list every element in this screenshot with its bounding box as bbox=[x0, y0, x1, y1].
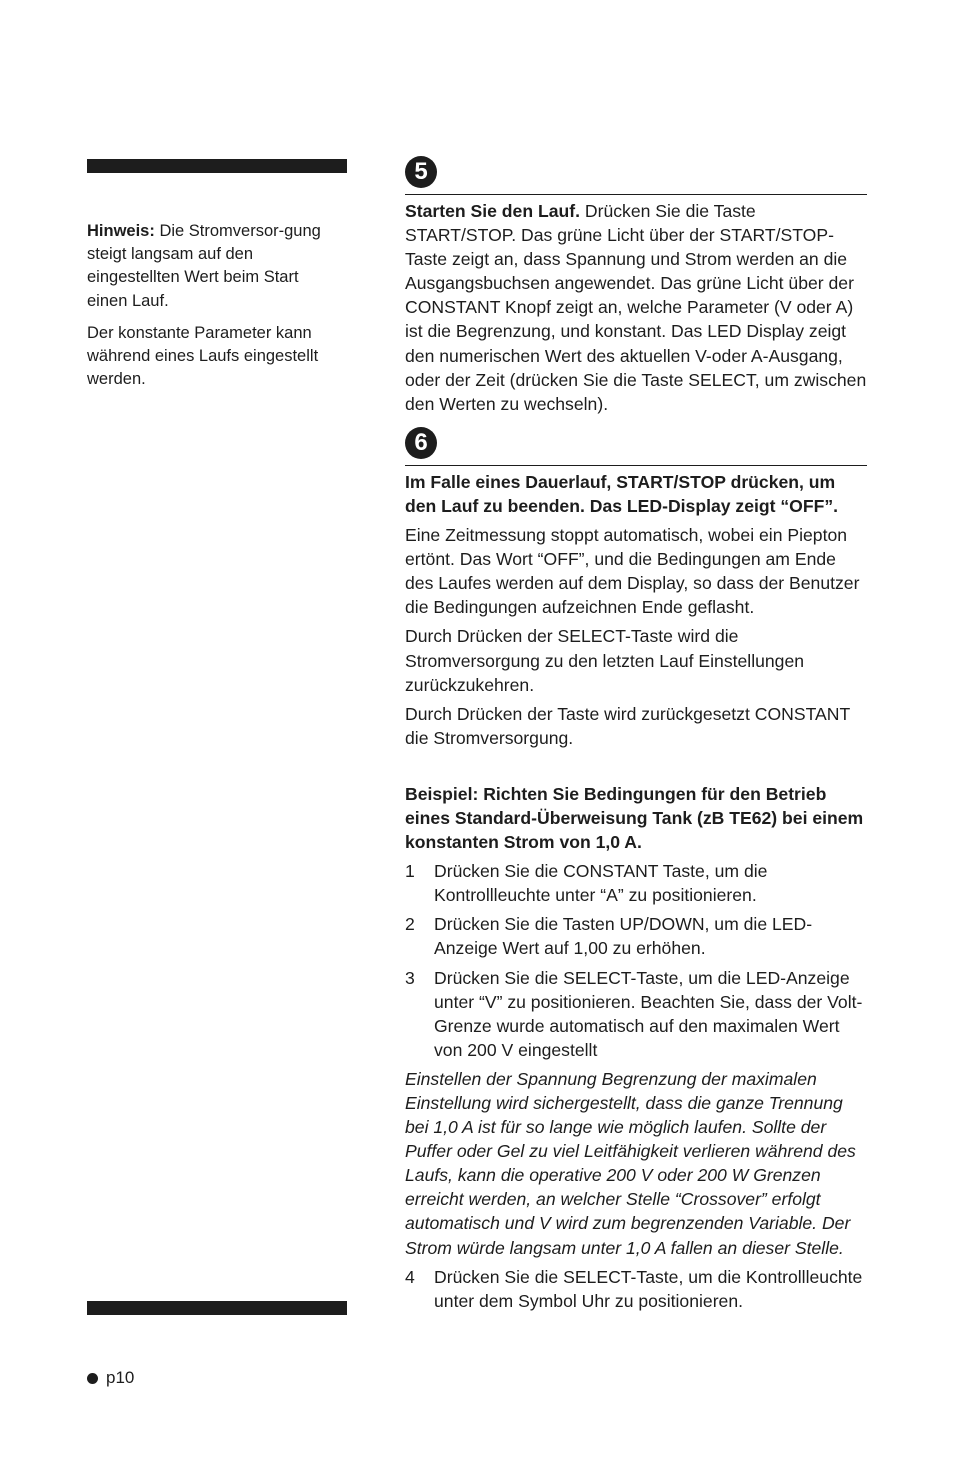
note-label: Hinweis: bbox=[87, 222, 155, 240]
note-text: Die Stromversor-gung steigt langsam auf den eingestellten Wert beim Start einen Lauf. bbox=[87, 222, 321, 310]
list-item-number: 3 bbox=[405, 967, 415, 988]
list-item-number: 2 bbox=[405, 914, 415, 935]
list-item-text: Drücken Sie die CONSTANT Taste, um die Kontrollleuchte unter “A” zu positionieren. bbox=[434, 861, 768, 906]
step-5-header bbox=[405, 154, 867, 195]
list-item bbox=[405, 859, 867, 907]
step-6-paragraph-3: Durch Drücken der Taste wird zurückgesetzt CONSTANT die Stromversorgung. bbox=[405, 703, 850, 748]
step-5-number-icon: 5 bbox=[405, 156, 437, 188]
step-6-paragraph-1: Eine Zeitmessung stoppt automatisch, wobei ein Piepton ertönt. Das Wort “OFF”, und die Bedingungen am Ende des Laufes werden auf dem Display, so dass der Benutzer die Bedingungen aufzeichnen Ende geflasht. bbox=[405, 525, 860, 618]
list-item-number: 4 bbox=[405, 1266, 415, 1287]
note-paragraph bbox=[87, 220, 342, 313]
bullet-icon bbox=[87, 1373, 98, 1384]
list-item bbox=[405, 966, 867, 1062]
step-5-paragraph bbox=[405, 199, 867, 416]
sidebar-rule-bottom bbox=[87, 1301, 347, 1315]
step-5-lead: Starten Sie den Lauf. bbox=[405, 201, 580, 221]
step-5-text: Drücken Sie die Taste START/STOP. Das grüne Licht über der START/STOP-Taste zeigt an, dass Spannung und Strom werden an die Ausgangsbuchsen angewendet. Das grüne Licht über der CONSTANT Knopf zeigt an, welche Parameter (V oder A) ist die Begrenzung, und konstant. Das LED Display zeigt den numerischen Wert des aktuellen V-oder A-Ausgang, oder der Zeit (drücken Sie die Taste SELECT, um zwischen den Werten zu wechseln). bbox=[405, 201, 867, 414]
example-heading: Beispiel: Richten Sie Bedingungen für den Betrieb eines Standard-Überweisung Tank (zB TE62) bei einem konstanten Strom von 1,0 A. bbox=[405, 783, 864, 853]
sidebar-notes bbox=[87, 220, 342, 400]
step-6-header bbox=[405, 425, 867, 466]
sidebar-rule-top bbox=[87, 159, 347, 173]
example-steps-continued bbox=[405, 1265, 867, 1313]
step-6-lead: Im Falle eines Dauerlauf, START/STOP drücken, um den Lauf zu beenden. Das LED-Display zeigt “OFF”. bbox=[405, 471, 839, 516]
step-6-number-icon: 6 bbox=[405, 427, 437, 459]
list-item-text: Drücken Sie die Tasten UP/DOWN, um die LED-Anzeige Wert auf 1,00 zu erhöhen. bbox=[434, 914, 813, 959]
list-item-number: 1 bbox=[405, 861, 415, 882]
main-column bbox=[405, 154, 867, 1318]
page-footer bbox=[87, 1367, 134, 1389]
example-italic-note: Einstellen der Spannung Begrenzung der maximalen Einstellung wird sichergestellt, dass die ganze Trennung bei 1,0 A ist für so lange wie möglich laufen. Sollte der Puffer oder Gel zu viel Leitfähigkeit verlieren während des Laufs, kann die operative 200 V oder 200 W Grenzen erreicht werden, an welcher Stelle “Crossover” erfolgt automatisch und V wird zum begrenzenden Variable. Der Strom würde langsam unter 1,0 A fallen an dieser Stelle. bbox=[405, 1068, 856, 1258]
step-6-paragraph-2: Durch Drücken der SELECT-Taste wird die Stromversorgung zu den letzten Lauf Einstellungen zurückzukehren. bbox=[405, 626, 805, 695]
list-item bbox=[405, 912, 867, 960]
list-item bbox=[405, 1265, 867, 1313]
list-item-text: Drücken Sie die SELECT-Taste, um die Kontrollleuchte unter dem Symbol Uhr zu positionieren. bbox=[434, 1266, 863, 1311]
list-item-text: Drücken Sie die SELECT-Taste, um die LED-Anzeige unter “V” zu positionieren. Beachten Sie, dass der Volt-Grenze wurde automatisch auf den maximalen Wert von 200 V eingestellt bbox=[434, 967, 863, 1060]
page-number: p10 bbox=[106, 1368, 135, 1387]
note-paragraph-2: Der konstante Parameter kann während eines Laufs eingestellt werden. bbox=[87, 323, 319, 389]
example-steps bbox=[405, 859, 867, 1062]
